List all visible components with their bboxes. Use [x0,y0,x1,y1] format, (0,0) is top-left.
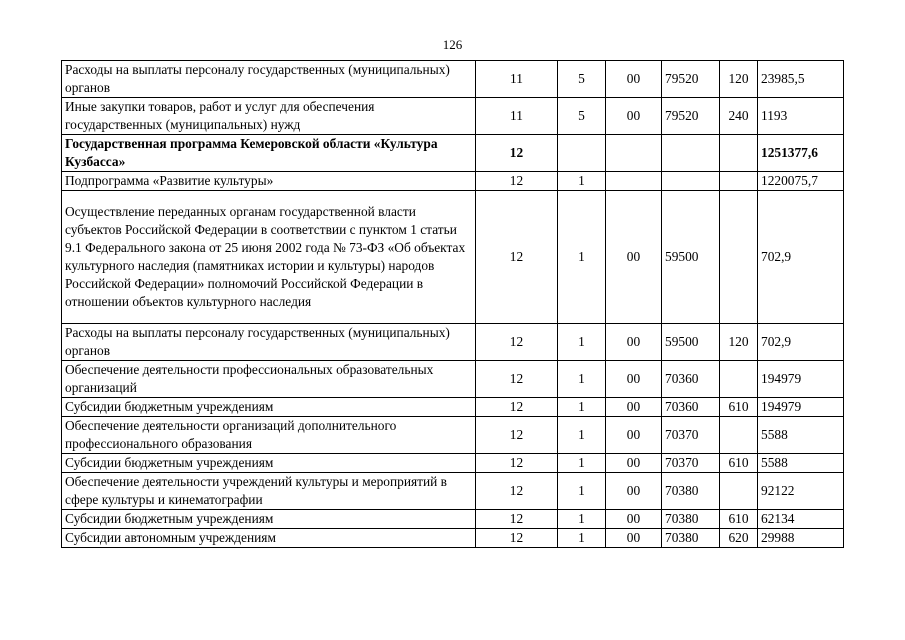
row-description: Осуществление переданных органам государственной власти субъектов Российской Федерации в соответствии с пунктом 1 статьи 9.1 Федерального закона от 25 июня 2002 года № 73-ФЗ «Об объектах культурного наследия (памятниках истории и культуры) народов Российской Федерации» полномочий Российской Федерации в отношении объектов культурного наследия [62,191,476,324]
row-direction: 70360 [662,361,720,398]
row-description: Расходы на выплаты персоналу государственных (муниципальных) органов [62,61,476,98]
row-program: 00 [606,454,662,473]
row-expense-type [720,135,758,172]
row-amount: 194979 [758,398,844,417]
row-description: Субсидии бюджетным учреждениям [62,398,476,417]
budget-table [61,60,844,548]
row-amount: 5588 [758,454,844,473]
row-program: 00 [606,529,662,548]
row-program: 00 [606,98,662,135]
row-expense-type [720,361,758,398]
row-description: Субсидии бюджетным учреждениям [62,454,476,473]
row-direction: 59500 [662,191,720,324]
row-direction: 59500 [662,324,720,361]
row-expense-type: 120 [720,61,758,98]
row-section: 11 [476,61,558,98]
row-direction: 79520 [662,61,720,98]
table-row [62,135,844,172]
row-subsection: 5 [558,61,606,98]
row-description: Подпрограмма «Развитие культуры» [62,172,476,191]
row-subsection: 1 [558,172,606,191]
row-expense-type: 620 [720,529,758,548]
row-subsection: 5 [558,98,606,135]
row-amount: 702,9 [758,191,844,324]
table-row [62,98,844,135]
row-program [606,172,662,191]
row-subsection: 1 [558,361,606,398]
budget-table-body [62,61,844,548]
row-amount: 1193 [758,98,844,135]
row-section: 12 [476,135,558,172]
row-program: 00 [606,361,662,398]
row-expense-type [720,172,758,191]
row-amount: 23985,5 [758,61,844,98]
row-amount: 62134 [758,510,844,529]
table-row [62,324,844,361]
row-expense-type: 610 [720,398,758,417]
row-description: Обеспечение деятельности профессиональных образовательных организаций [62,361,476,398]
table-row [62,61,844,98]
row-expense-type: 610 [720,454,758,473]
row-direction: 70380 [662,473,720,510]
row-subsection: 1 [558,398,606,417]
row-expense-type: 120 [720,324,758,361]
row-subsection: 1 [558,529,606,548]
row-expense-type: 610 [720,510,758,529]
row-subsection: 1 [558,191,606,324]
row-direction: 70360 [662,398,720,417]
table-row [62,417,844,454]
row-program: 00 [606,191,662,324]
row-description: Обеспечение деятельности организаций дополнительного профессионального образования [62,417,476,454]
row-direction: 70370 [662,454,720,473]
row-direction: 70370 [662,417,720,454]
row-section: 12 [476,417,558,454]
row-amount: 1251377,6 [758,135,844,172]
row-amount: 194979 [758,361,844,398]
row-direction [662,172,720,191]
row-subsection: 1 [558,324,606,361]
row-program: 00 [606,510,662,529]
row-description: Государственная программа Кемеровской области «Культура Кузбасса» [62,135,476,172]
row-program: 00 [606,324,662,361]
row-expense-type [720,473,758,510]
row-program [606,135,662,172]
page-number: 126 [442,37,463,52]
row-subsection: 1 [558,454,606,473]
row-section: 12 [476,529,558,548]
row-description: Иные закупки товаров, работ и услуг для обеспечения государственных (муниципальных) нужд [62,98,476,135]
row-amount: 92122 [758,473,844,510]
row-section: 12 [476,398,558,417]
table-row [62,454,844,473]
row-section: 11 [476,98,558,135]
row-expense-type: 240 [720,98,758,135]
row-section: 12 [476,324,558,361]
row-direction: 70380 [662,510,720,529]
row-description: Обеспечение деятельности учреждений культуры и мероприятий в сфере культуры и кинематографии [62,473,476,510]
table-row [62,361,844,398]
row-direction: 79520 [662,98,720,135]
table-row [62,398,844,417]
row-amount: 5588 [758,417,844,454]
table-row [62,529,844,548]
row-subsection [558,135,606,172]
row-description: Субсидии автономным учреждениям [62,529,476,548]
row-expense-type [720,417,758,454]
row-subsection: 1 [558,473,606,510]
row-section: 12 [476,510,558,529]
row-description: Расходы на выплаты персоналу государственных (муниципальных) органов [62,324,476,361]
row-section: 12 [476,454,558,473]
row-subsection: 1 [558,417,606,454]
row-program: 00 [606,61,662,98]
row-amount: 702,9 [758,324,844,361]
row-section: 12 [476,172,558,191]
row-amount: 29988 [758,529,844,548]
row-program: 00 [606,398,662,417]
row-section: 12 [476,473,558,510]
row-expense-type [720,191,758,324]
row-description: Субсидии бюджетным учреждениям [62,510,476,529]
row-amount: 1220075,7 [758,172,844,191]
row-subsection: 1 [558,510,606,529]
table-row [62,473,844,510]
table-row [62,191,844,324]
row-section: 12 [476,361,558,398]
table-row [62,510,844,529]
row-direction: 70380 [662,529,720,548]
row-program: 00 [606,473,662,510]
row-section: 12 [476,191,558,324]
table-row [62,172,844,191]
row-direction [662,135,720,172]
row-program: 00 [606,417,662,454]
